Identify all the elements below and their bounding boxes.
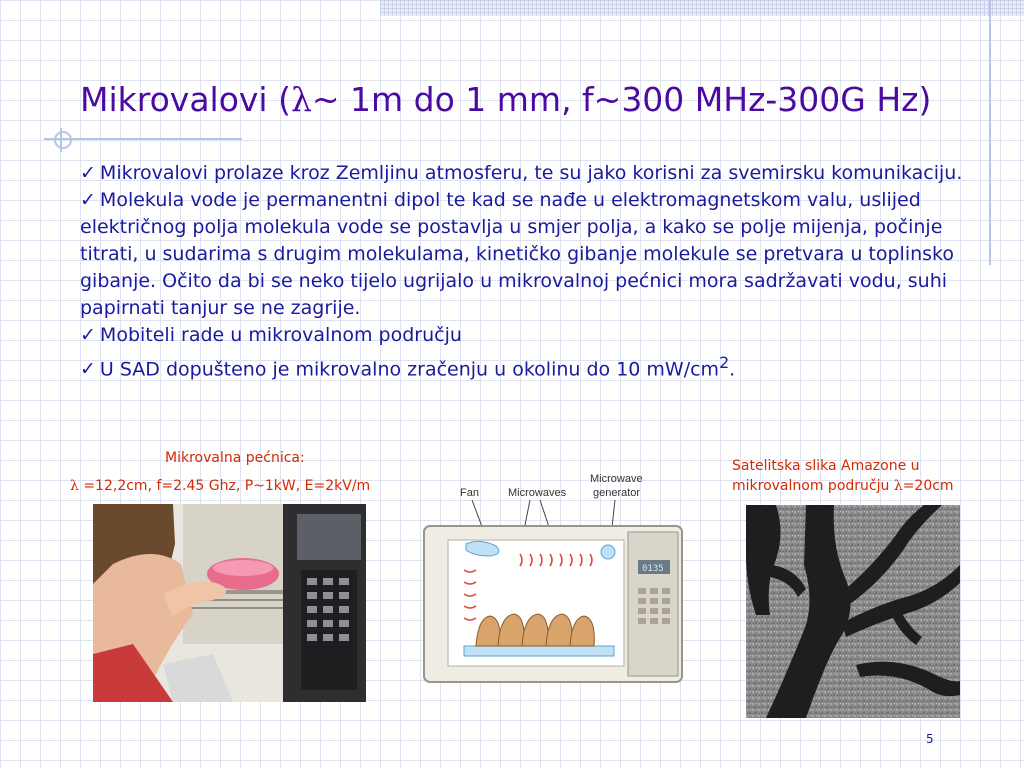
slide-title [80, 80, 1000, 119]
superscript: 2 [719, 353, 730, 372]
microwave-oven-diagram [420, 470, 690, 695]
satellite-radar-illustration [746, 505, 960, 718]
satellite-caption-line1: Satelitska slika Amazone u [732, 458, 920, 474]
title-prefix: Mikrovalovi ( [80, 80, 291, 119]
microwaves-label: Microwaves [508, 487, 567, 499]
title-underline-rule [62, 138, 242, 140]
checkmark-icon: ✓ [80, 358, 96, 381]
bullet-text: Mobiteli rade u mikrovalnom području [99, 324, 462, 346]
generator-label-line1: Microwave [590, 473, 643, 485]
lambda-symbol: λ [290, 80, 312, 119]
bullet-item [80, 160, 980, 187]
slide-number: 5 [926, 732, 934, 746]
bullet-text: Mikrovalovi prolaze kroz Zemljinu atmosferu, te su jako korisni za svemirsku komunikaciju. [99, 162, 963, 184]
microwave-photo-illustration [93, 504, 366, 702]
checkmark-icon: ✓ [80, 189, 96, 211]
satellite-caption-line2: mikrovalnom području λ=20cm [732, 478, 954, 494]
bullet-text: Molekula vode je permanentni dipol te kad se nađe u elektromagnetskom valu, uslijed električnog polja molekula vode se postavlja u smjer polja, a kako se polje mijenja, počinje titrati, u sudarima s drugim molekulama, kinetičko gibanje molekule se pretvara u toplinsko gibanje. Očito da bi se neko tijelo ugrijalo u mikrovalnoj pećnici mora sadržavati vodu, suhi papirnati tanjur se ne zagrije. [80, 189, 955, 319]
lambda-symbol: λ [70, 478, 79, 494]
right-vertical-rule [989, 0, 991, 265]
fan-label: Fan [460, 487, 479, 499]
header-decoration-band [380, 0, 1024, 16]
bullet-text: U SAD dopušteno je mikrovalno zračenju u okolinu do 10 mW/cm [99, 358, 720, 381]
title-suffix: ~ 1m do 1 mm, f~300 MHz-300G Hz) [311, 80, 932, 119]
oven-caption-title: Mikrovalna pećnica: [165, 450, 305, 466]
checkmark-icon: ✓ [80, 162, 96, 184]
generator-label-line2: generator [593, 487, 641, 499]
bullet-list [80, 160, 980, 383]
bullet-item [80, 322, 980, 349]
microwave-photo [93, 504, 366, 702]
satellite-image [746, 505, 960, 718]
satellite-caption [732, 456, 954, 496]
oven-params-text: =12,2cm, f=2.45 Ghz, P~1kW, E=2kV/m [78, 478, 371, 494]
circle-decoration [54, 131, 72, 149]
bullet-item [80, 349, 980, 383]
bullet-item [80, 187, 980, 322]
microwave-diagram-illustration [420, 470, 690, 695]
display-text: 0135 [642, 564, 664, 574]
oven-caption-params [70, 478, 370, 494]
bullet-text-end: . [729, 358, 736, 381]
checkmark-icon: ✓ [80, 324, 96, 346]
lambda-symbol: λ [893, 478, 903, 494]
